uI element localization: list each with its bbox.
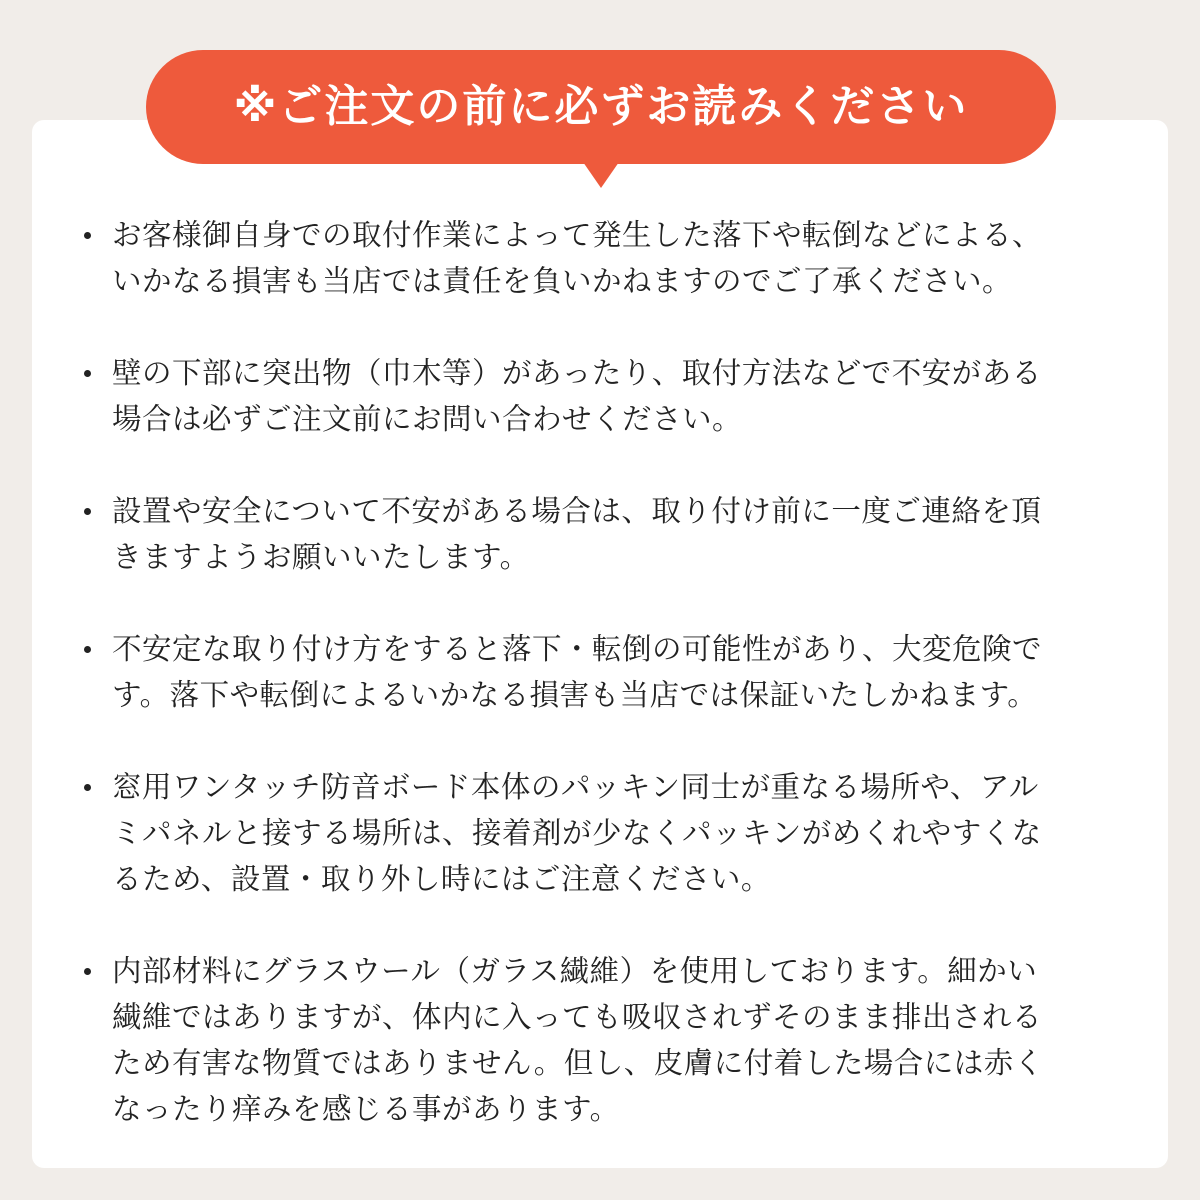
bullet-icon	[84, 784, 91, 791]
bullet-icon	[84, 370, 91, 377]
notice-item	[80, 626, 1140, 718]
notice-item	[80, 212, 1140, 304]
notice-item	[80, 764, 1140, 902]
bullet-icon	[84, 232, 91, 239]
banner-pointer	[583, 162, 619, 188]
notice-text: お客様御自身での取付作業によって発生した落下や転倒などによる、 いかなる損害も当店では責任を負いかねますのでご了承ください。	[112, 218, 1043, 298]
notice-text: 壁の下部に突出物（巾木等）があったり、取付方法などで不安がある 場合は必ずご注文前にお問い合わせください。	[112, 356, 1042, 436]
notice-list	[80, 212, 1140, 1132]
notice-text: 窓用ワンタッチ防音ボード本体のパッキン同士が重なる場所や、アル ミパネルと接する場所は、接着剤が少なくパッキンがめくれやすくな るため、設置・取り外し時にはご注意ください。	[112, 770, 1042, 896]
notice-item	[80, 488, 1140, 580]
notice-text: 不安定な取り付け方をすると落下・転倒の可能性があり、大変危険で す。落下や転倒によるいかなる損害も当店では保証いたしかねます。	[112, 632, 1043, 712]
bullet-icon	[84, 968, 91, 975]
notice-item	[80, 948, 1140, 1132]
notice-text: 設置や安全について不安がある場合は、取り付け前に一度ご連絡を頂 きますようお願いいたします。	[112, 494, 1042, 574]
bullet-icon	[84, 508, 91, 515]
notice-text: 内部材料にグラスウール（ガラス繊維）を使用しております。細かい 繊維ではありますが、体内に入っても吸収されずそのまま排出される ため有害な物質ではありません。但し、皮膚に付着した場合には赤く なったり痒みを感じる事があります。	[112, 954, 1044, 1126]
bullet-icon	[84, 646, 91, 653]
notice-item	[80, 350, 1140, 442]
banner-title: ※ご注文の前に必ずお読みください	[233, 81, 969, 132]
notice-banner	[146, 50, 1056, 164]
